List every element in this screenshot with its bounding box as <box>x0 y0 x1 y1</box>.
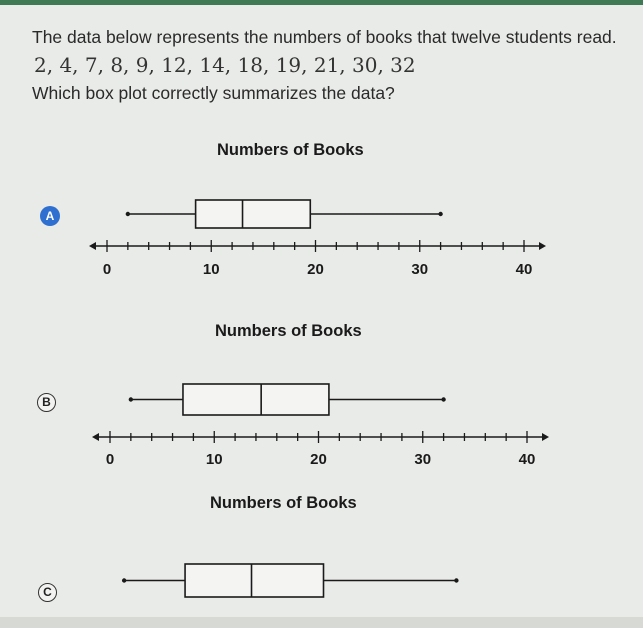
axis-tick-label: 10 <box>202 261 220 278</box>
data-set: 2, 4, 7, 8, 9, 12, 14, 18, 19, 21, 30, 32 <box>34 53 416 77</box>
axis-tick-label: 30 <box>411 261 429 278</box>
plot-title-c: Numbers of Books <box>210 494 357 512</box>
axis-tick-label: 10 <box>205 451 223 468</box>
option-c-badge[interactable]: C <box>38 583 57 602</box>
question-prompt: Which box plot correctly summarizes the data? <box>32 83 395 103</box>
axis-tick-label: 30 <box>414 451 432 468</box>
axis-tick-label: 0 <box>105 451 115 468</box>
option-a-badge[interactable]: A <box>40 206 60 226</box>
axis-tick-label: 40 <box>518 451 536 468</box>
axis-tick-label: 0 <box>102 261 112 278</box>
plot-title-b: Numbers of Books <box>215 322 362 340</box>
axis-tick-label: 40 <box>515 261 533 278</box>
iqr-box <box>185 564 323 597</box>
min-point <box>122 578 126 582</box>
axis-tick-label: 20 <box>307 261 324 278</box>
axis-tick-label: 20 <box>310 451 327 468</box>
option-b-badge[interactable]: B <box>37 393 56 412</box>
question-intro: The data below represents the numbers of books that twelve students read. <box>32 27 617 47</box>
max-point <box>454 578 458 582</box>
plot-title-a: Numbers of Books <box>217 141 364 159</box>
bottom-edge <box>0 617 643 628</box>
